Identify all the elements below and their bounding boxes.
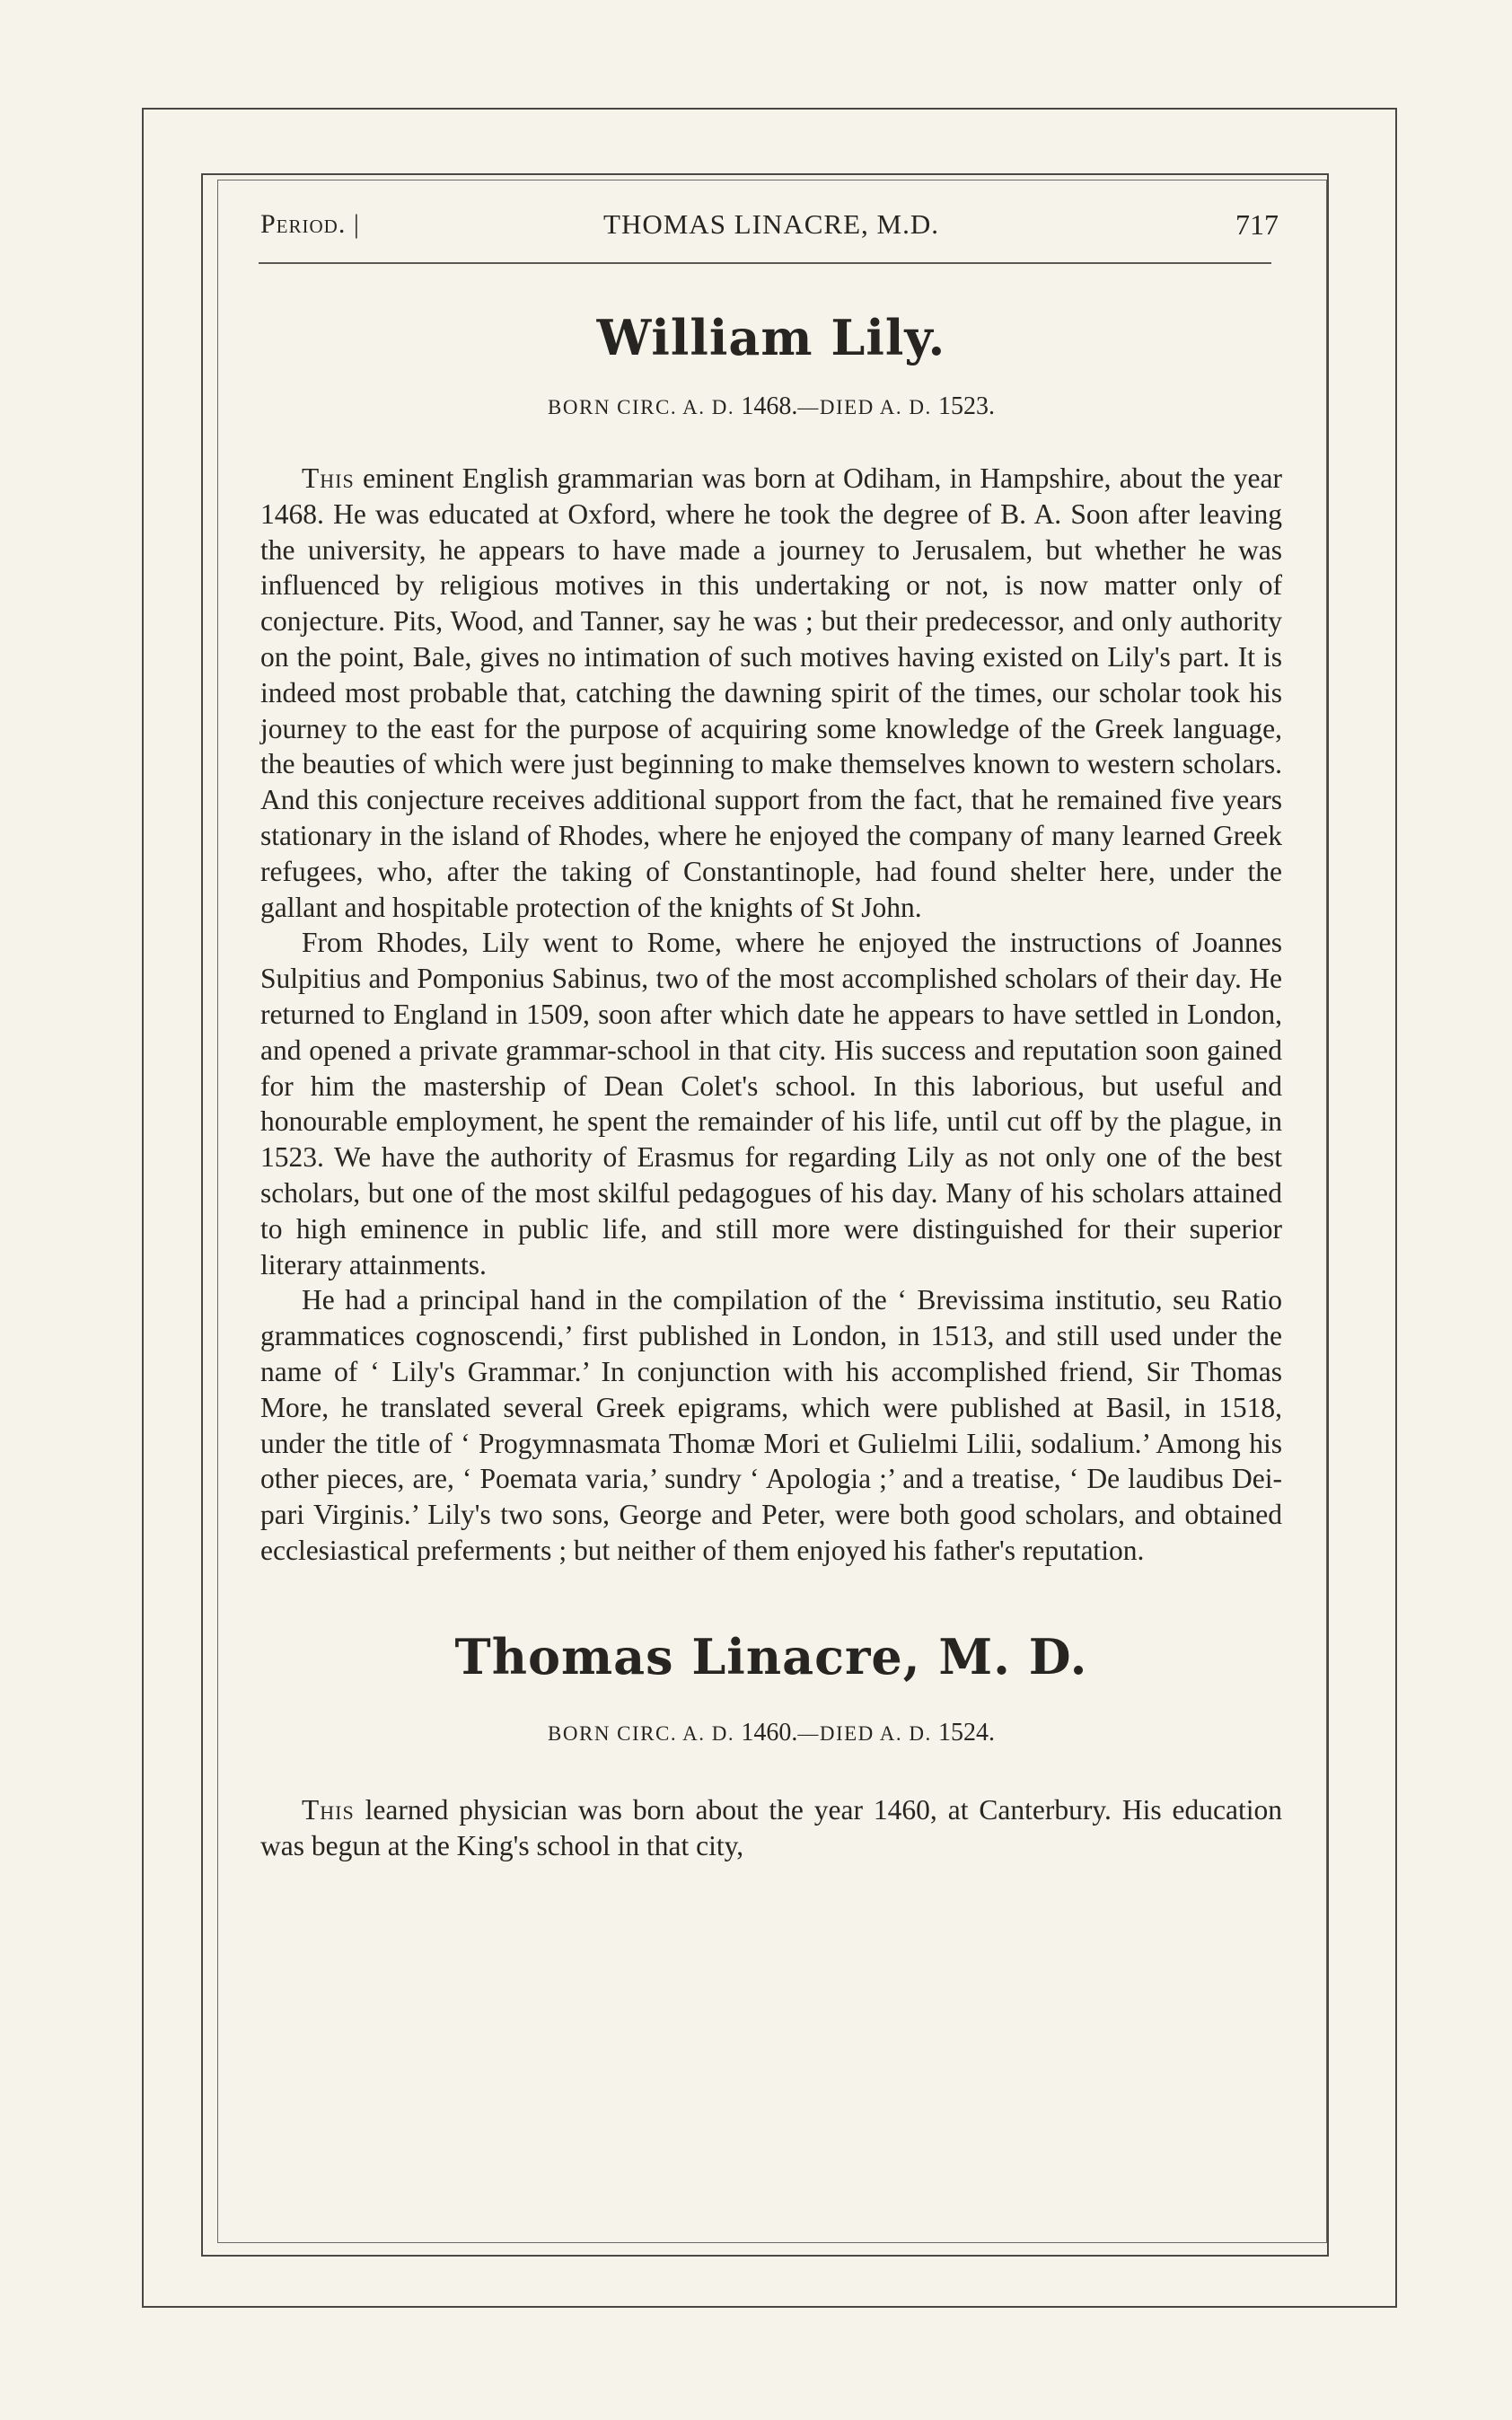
paragraph: He had a principal hand in the compilation of the ‘ Brevissima institutio, seu Ratio grammatices cognoscendi,’ first published in London, in 1513, and still used under the name of ‘ Lily's Grammar.’ In conjunction with his accomplished friend, Sir Thomas More, he translated several Greek epigrams, which were published at Basil, in 1518, under the title of ‘ Progymnasmata Thomæ Mori et Gulielmi Lilii, sodalium.’ Among his other pieces, are, ‘ Poemata varia,’ sundry ‘ Apologia ;’ and a treatise, ‘ De laudibus Dei-pari Virginis.’ Lily's two sons, George and Peter, were both good scholars, and obtained ecclesiastical preferments ; but neither of them enjoyed his father's reputation. bbox=[260, 1284, 1282, 1566]
period-label: Period. | bbox=[260, 209, 360, 239]
page-number: 717 bbox=[1235, 208, 1279, 241]
biography-william-lily bbox=[260, 311, 1282, 1569]
dates-label: —DIED A. D. bbox=[797, 396, 938, 418]
lead-word: This bbox=[302, 1793, 355, 1826]
section-title: William Lily. bbox=[596, 309, 946, 366]
paragraph-text: learned physician was born about the year 1460, at Canterbury. His education was begun at the King's school in that city, bbox=[260, 1793, 1282, 1861]
dates-label: —DIED A. D. bbox=[797, 1721, 938, 1745]
birth-year: 1460. bbox=[741, 1718, 798, 1747]
life-dates bbox=[260, 392, 1282, 423]
dates-label: BORN CIRC. A. D. bbox=[548, 396, 742, 418]
death-year: 1523. bbox=[937, 392, 995, 420]
lead-word: This bbox=[302, 462, 355, 494]
page-heading: THOMAS LINACRE, M.D. bbox=[603, 208, 939, 240]
paragraph bbox=[260, 1792, 1282, 1864]
paragraph-text: eminent English grammarian was born at Odiham, in Hampshire, about the year 1468. He was educated at Oxford, where he took the degree of B. A. Soon after leaving the university, he appears to have made a journey to Jerusalem, but whether he was influenced by religious motives in this undertaking or not, is now matter only of conjecture. Pits, Wood, and Tanner, say he was ; but their predecessor, and only authority on the point, Bale, gives no intimation of such motives having existed on Lily's part. It is indeed most probable that, catching the dawning spirit of the times, our scholar took his journey to the east for the purpose of acquiring some knowledge of the Greek language, the beauties of which were just beginning to make themselves known to western scholars. And this conjecture receives additional support from the fact, that he remained five years stationary in the island of Rhodes, where he enjoyed the company of many learned Greek refugees, who, after the taking of Constantinople, had found shelter here, under the gallant and hospitable protection of the knights of St John. bbox=[260, 462, 1282, 923]
running-head bbox=[260, 198, 1282, 251]
death-year: 1524. bbox=[937, 1718, 995, 1747]
page bbox=[260, 198, 1282, 1863]
birth-year: 1468. bbox=[741, 392, 798, 420]
biography-thomas-linacre bbox=[260, 1627, 1282, 1864]
life-dates bbox=[260, 1718, 1282, 1749]
paragraph: From Rhodes, Lily went to Rome, where he enjoyed the instructions of Joannes Sulpitius and Pomponius Sabinus, two of the most accomplished scholars of their day. He returned to England in 1509, soon after which date he appears to have settled in London, and opened a private grammar-school in that city. His success and reputation soon gained for him the mastership of Dean Colet's school. In this laborious, but useful and honourable employment, he spent the remainder of his life, until cut off by the plague, in 1523. We have the authority of Erasmus for regarding Lily as not only one of the best scholars, but one of the most skilful pedagogues of his day. Many of his scholars attained to high eminence in public life, and still more were distinguished for their superior literary attainments. bbox=[260, 927, 1282, 1280]
paragraph bbox=[260, 461, 1282, 925]
dates-label: BORN CIRC. A. D. bbox=[548, 1721, 742, 1745]
section-title: Thomas Linacre, M. D. bbox=[454, 1627, 1088, 1685]
head-rule bbox=[259, 262, 1271, 264]
